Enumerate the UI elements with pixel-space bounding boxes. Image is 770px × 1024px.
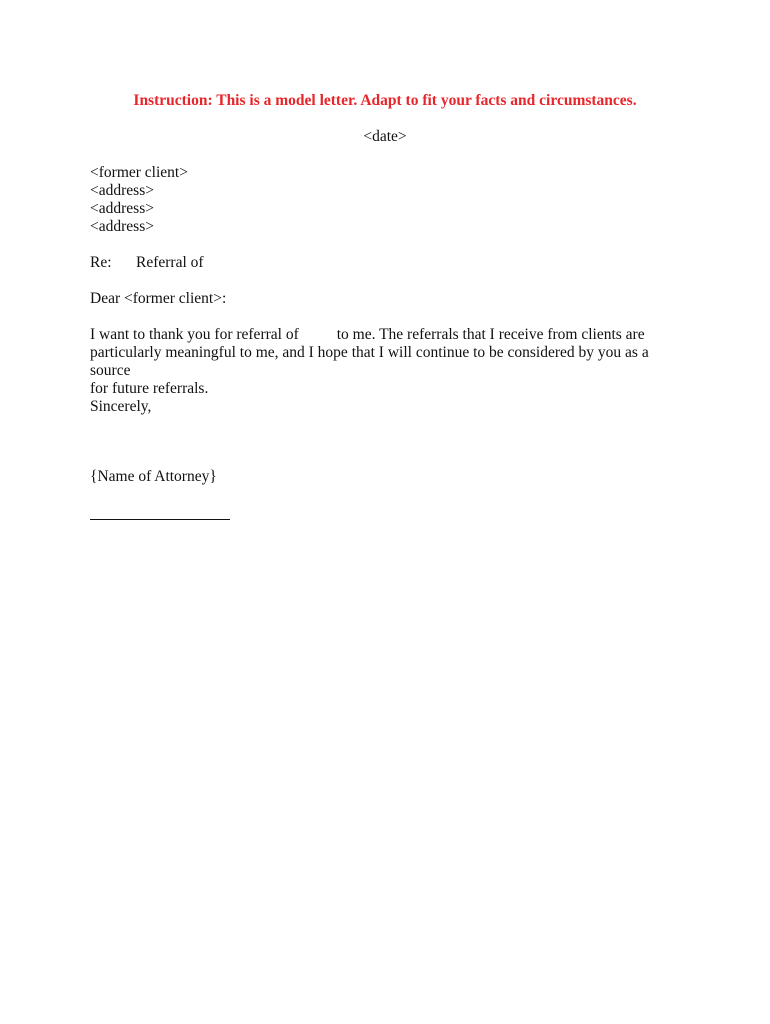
date-placeholder: <date> (363, 128, 407, 145)
re-label: Re: (90, 254, 112, 271)
closing: Sincerely, (90, 398, 152, 415)
attorney-name: {Name of Attorney} (90, 468, 217, 485)
letter-body (90, 326, 680, 398)
salutation: Dear <former client>: (90, 290, 227, 307)
signature-line (90, 519, 230, 520)
address-line: <address> (90, 182, 154, 199)
body-line-1 (90, 326, 680, 344)
body-line-2: particularly meaningful to me, and I hope that I will continue to be considered by you as a source (90, 344, 649, 379)
body-line-3: for future referrals. (90, 380, 209, 397)
instruction-note: Instruction: This is a model letter. Adapt to fit your facts and circumstances. (133, 92, 637, 109)
body-line-1-end: to me. The referrals that I receive from clients are (336, 326, 645, 343)
re-subject: Referral of (136, 254, 204, 271)
address-line: <address> (90, 200, 154, 217)
address-line: <address> (90, 218, 154, 235)
body-line-1-start: I want to thank you for referral of (90, 326, 299, 343)
re-line (90, 254, 204, 272)
recipient-name: <former client> (90, 164, 188, 181)
recipient-address-block (90, 164, 188, 236)
